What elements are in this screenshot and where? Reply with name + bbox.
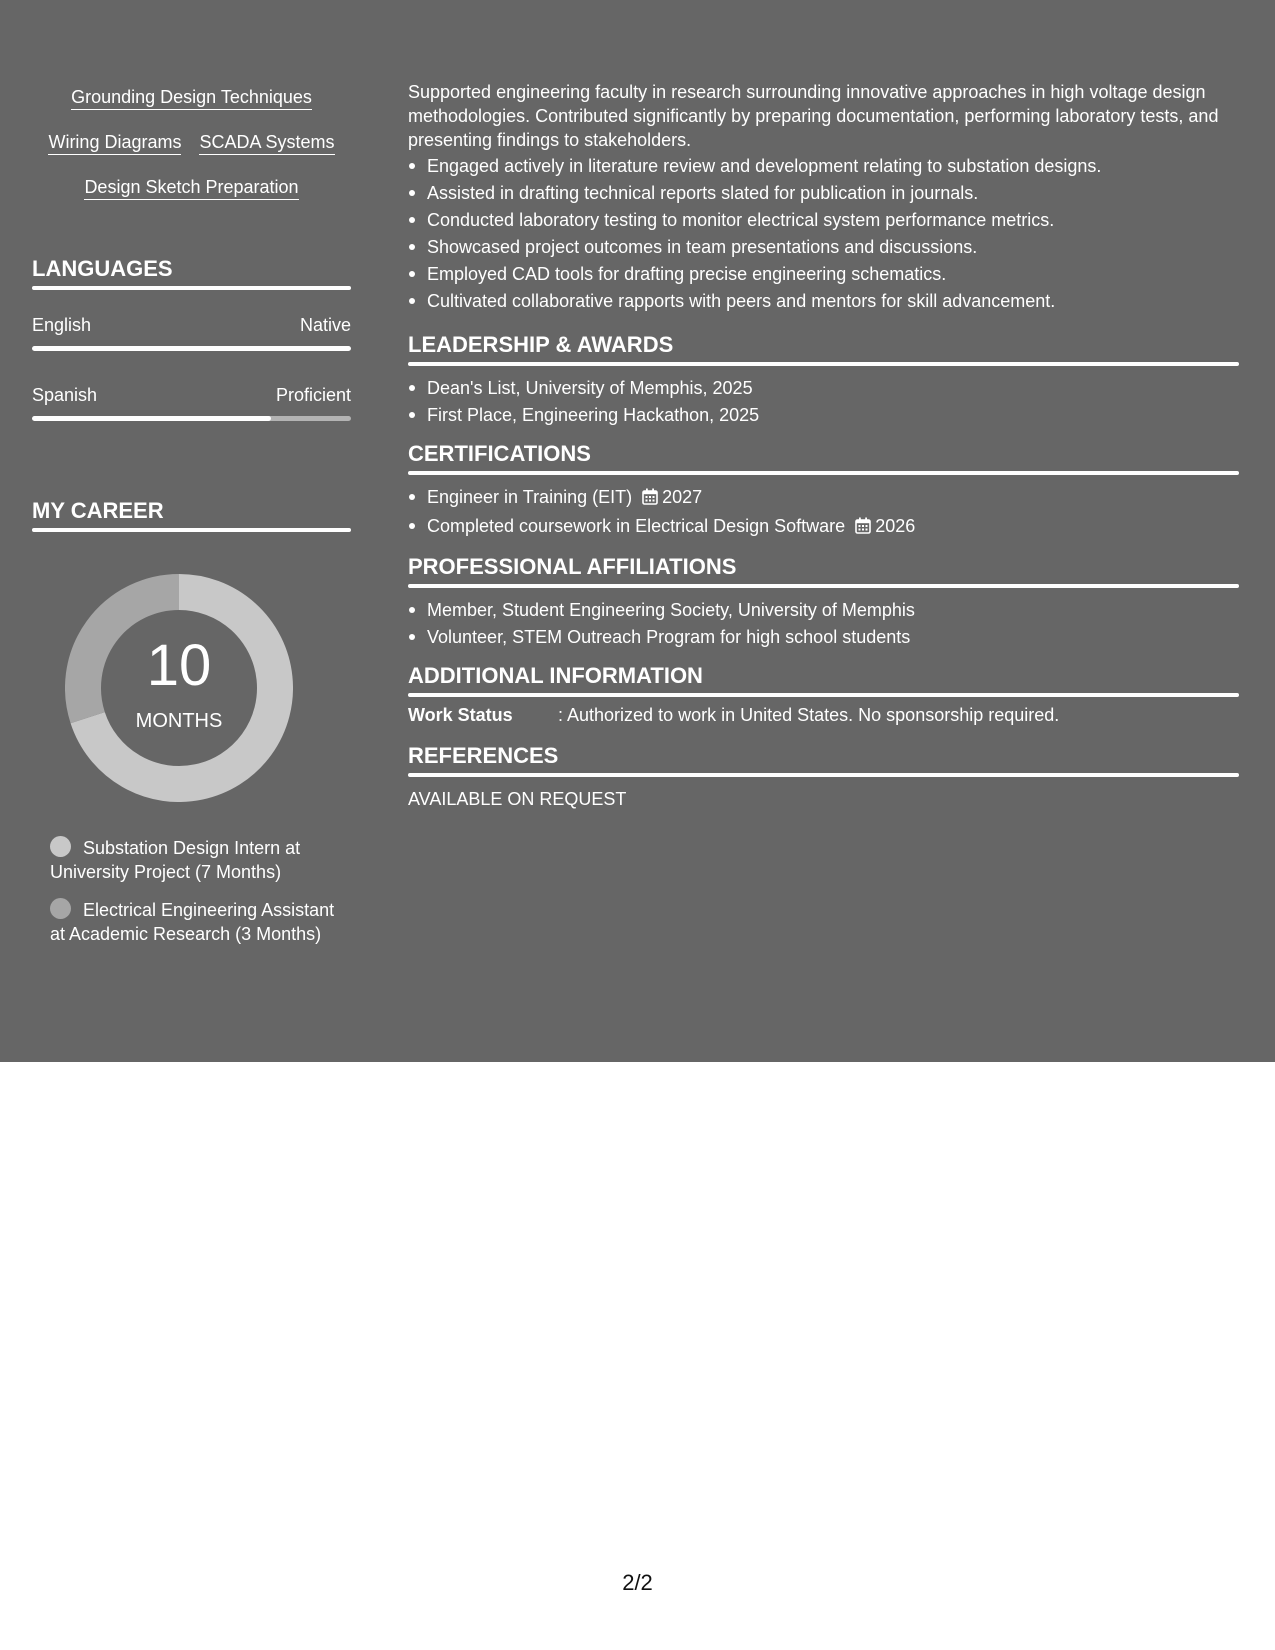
language-proficiency-fill — [32, 346, 351, 351]
experience-bullet: Showcased project outcomes in team presentations and discussions. — [408, 235, 1239, 259]
certification-item — [408, 514, 1239, 540]
work-status-label: Work Status — [408, 705, 513, 725]
career-legend-item — [50, 836, 340, 884]
section-divider — [408, 471, 1239, 475]
leadership-item: Dean's List, University of Memphis, 2025 — [408, 376, 1239, 400]
languages-title: LANGUAGES — [32, 256, 173, 281]
skills-row — [32, 176, 351, 221]
certification-item — [408, 485, 1239, 511]
experience-bullets — [408, 154, 1239, 313]
calendar-icon — [855, 516, 871, 540]
career-section-header — [32, 498, 351, 532]
career-total-unit: MONTHS — [135, 710, 223, 732]
section-divider — [32, 528, 351, 532]
career-title: MY CAREER — [32, 498, 164, 523]
leadership-title: LEADERSHIP & AWARDS — [408, 332, 674, 357]
language-name: English — [32, 315, 92, 335]
certification-name: Completed coursework in Electrical Design Software — [427, 516, 846, 536]
language-proficiency-fill — [32, 416, 271, 421]
leadership-item: First Place, Engineering Hackathon, 2025 — [408, 403, 1239, 427]
experience-bullet: Cultivated collaborative rapports with peers and mentors for skill advancement. — [408, 289, 1239, 313]
section-divider — [408, 773, 1239, 777]
references-section — [408, 743, 1239, 811]
experience-bullet: Conducted laboratory testing to monitor electrical system performance metrics. — [408, 208, 1239, 232]
section-divider — [408, 693, 1239, 697]
skills-row — [32, 131, 351, 176]
skill-tag[interactable]: Design Sketch Preparation — [84, 176, 298, 200]
work-status-row — [408, 703, 1239, 727]
affiliation-item: Volunteer, STEM Outreach Program for high school students — [408, 625, 1239, 649]
certifications-section — [408, 441, 1239, 540]
language-level: Native — [299, 315, 351, 335]
language-item-english — [32, 314, 351, 351]
affiliations-list — [408, 598, 1239, 649]
career-legend-label: Electrical Engineering Assistant at Academic Research (3 Months) — [50, 900, 335, 944]
career-legend-label: Substation Design Intern at University Project (7 Months) — [50, 838, 301, 882]
career-total-value: 10 — [146, 633, 212, 698]
work-status-value: : Authorized to work in United States. No sponsorship required. — [558, 705, 1060, 725]
section-divider — [408, 584, 1239, 588]
additional-info-section — [408, 663, 1239, 727]
section-divider — [32, 286, 351, 290]
legend-dot-icon — [50, 898, 71, 919]
experience-bullet: Engaged actively in literature review and development relating to substation designs. — [408, 154, 1239, 178]
leadership-section — [408, 332, 1239, 427]
language-level: Proficient — [275, 385, 351, 405]
certification-year: 2026 — [875, 516, 916, 536]
references-title: REFERENCES — [408, 743, 559, 768]
calendar-icon — [642, 487, 658, 511]
main-content — [408, 80, 1239, 811]
language-name: Spanish — [32, 385, 98, 405]
skills-row — [32, 86, 351, 131]
experience-bullet: Assisted in drafting technical reports slated for publication in journals. — [408, 181, 1239, 205]
legend-dot-icon — [50, 836, 71, 857]
experience-summary: Supported engineering faculty in research surrounding innovative approaches in high voltage design methodologies. Contributed significantly by preparing documentation, performing laboratory tests, and presenting findings to stakeholders. — [408, 82, 1219, 150]
language-proficiency-bar — [32, 416, 351, 421]
affiliations-section — [408, 554, 1239, 649]
certification-name: Engineer in Training (EIT) — [427, 487, 633, 507]
leadership-list — [408, 376, 1239, 427]
affiliations-title: PROFESSIONAL AFFILIATIONS — [408, 554, 737, 579]
certifications-list — [408, 485, 1239, 540]
affiliation-item: Member, Student Engineering Society, University of Memphis — [408, 598, 1239, 622]
career-legend-item — [50, 898, 340, 946]
page-number: 2/2 — [622, 1570, 653, 1595]
skill-tag[interactable]: Grounding Design Techniques — [71, 86, 312, 110]
language-item-spanish — [32, 384, 351, 421]
additional-info-title: ADDITIONAL INFORMATION — [408, 663, 703, 688]
experience-bullet: Employed CAD tools for drafting precise engineering schematics. — [408, 262, 1239, 286]
skill-tag[interactable]: Wiring Diagrams — [48, 131, 181, 155]
certification-year: 2027 — [662, 487, 703, 507]
career-donut-chart — [65, 574, 293, 802]
skill-tag[interactable]: SCADA Systems — [199, 131, 334, 155]
references-text: AVAILABLE ON REQUEST — [408, 789, 627, 809]
career-legend — [50, 836, 340, 960]
languages-section-header — [32, 256, 351, 290]
skills-tags — [32, 86, 351, 221]
certifications-title: CERTIFICATIONS — [408, 441, 591, 466]
language-proficiency-bar — [32, 346, 351, 351]
section-divider — [408, 362, 1239, 366]
